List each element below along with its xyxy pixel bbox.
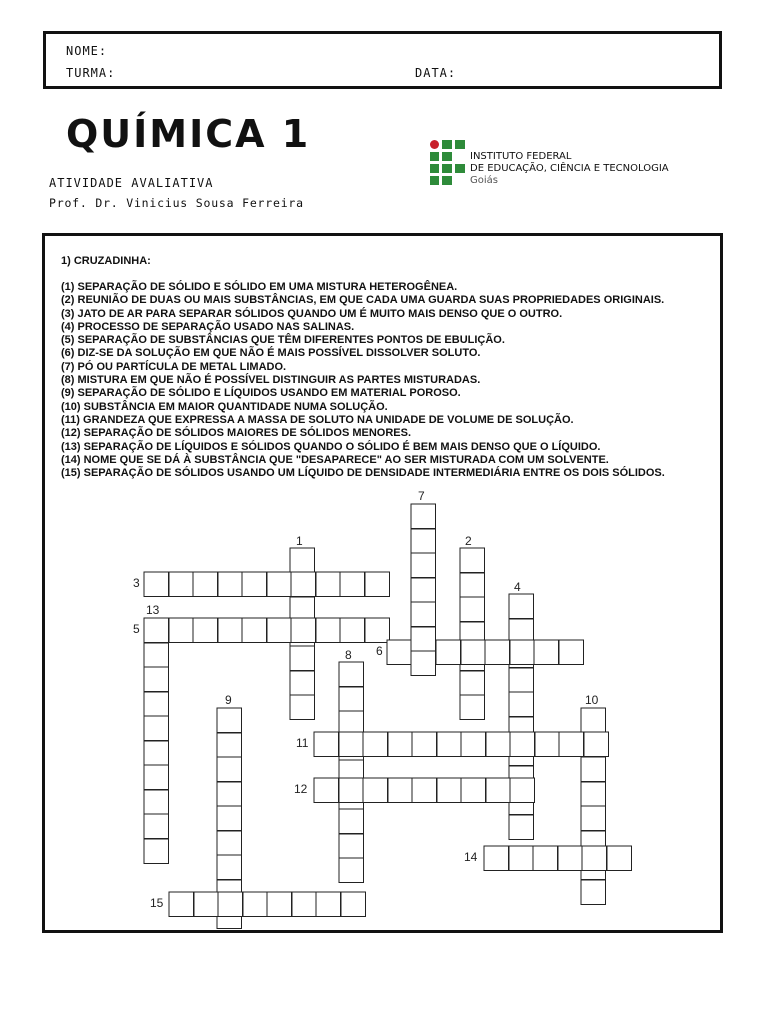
crossword-cell-3[interactable] xyxy=(291,572,316,597)
crossword-cell-11[interactable] xyxy=(314,732,339,757)
crossword-cell-4[interactable] xyxy=(509,594,534,619)
crossword-cell-5[interactable] xyxy=(267,618,292,643)
crossword-cell-6[interactable] xyxy=(510,640,535,665)
crossword-cell-9[interactable] xyxy=(217,855,242,880)
crossword-cell-7[interactable] xyxy=(411,651,436,676)
crossword-cell-4[interactable] xyxy=(509,692,534,717)
clue-3: (3) JATO DE AR PARA SEPARAR SÓLIDOS QUANDO UM É MUITO MAIS DENSO QUE O OUTRO. xyxy=(61,307,563,320)
crossword-cell-12[interactable] xyxy=(412,778,437,803)
crossword-cell-3[interactable] xyxy=(169,572,194,597)
clue-number-5: 5 xyxy=(133,622,140,636)
crossword-cell-11[interactable] xyxy=(486,732,511,757)
clue-number-11: 11 xyxy=(296,736,309,750)
institute-name: INSTITUTO FEDERAL DE EDUCAÇÃO, CIÊNCIA E TECNOLOGIA Goiás xyxy=(470,151,669,186)
crossword-cell-5[interactable] xyxy=(218,618,243,643)
crossword-cell-14[interactable] xyxy=(509,846,534,871)
crossword-cell-5[interactable] xyxy=(242,618,267,643)
crossword-cell-11[interactable] xyxy=(559,732,584,757)
crossword-cell-11[interactable] xyxy=(535,732,560,757)
crossword-cell-13[interactable] xyxy=(144,765,169,790)
crossword-cell-11[interactable] xyxy=(363,732,388,757)
crossword-cell-13[interactable] xyxy=(144,814,169,839)
crossword-cell-13[interactable] xyxy=(144,692,169,717)
crossword-cell-2[interactable] xyxy=(460,597,485,622)
crossword-cell-3[interactable] xyxy=(218,572,243,597)
clue-number-7: 7 xyxy=(418,489,425,503)
crossword-cell-11[interactable] xyxy=(412,732,437,757)
crossword-cell-2[interactable] xyxy=(460,695,485,720)
crossword-cell-9[interactable] xyxy=(217,757,242,782)
teacher-name: Prof. Dr. Vinicius Sousa Ferreira xyxy=(49,196,304,210)
crossword-cell-6[interactable] xyxy=(461,640,486,665)
crossword-cell-5[interactable] xyxy=(365,618,390,643)
crossword-cell-12[interactable] xyxy=(461,778,486,803)
crossword-cell-8[interactable] xyxy=(339,858,364,883)
crossword-cell-1[interactable] xyxy=(290,695,315,720)
crossword-cell-15[interactable] xyxy=(292,892,317,917)
crossword-cell-2[interactable] xyxy=(460,573,485,598)
crossword-cell-9[interactable] xyxy=(217,831,242,856)
clue-15: (15) SEPARAÇÃO DE SÓLIDOS USANDO UM LÍQUIDO DE DENSIDADE INTERMEDIÁRIA ENTRE OS DOIS SÓLIDOS. xyxy=(61,467,665,480)
crossword-cell-12[interactable] xyxy=(339,778,364,803)
clue-number-15: 15 xyxy=(150,896,164,910)
crossword-cell-13[interactable] xyxy=(144,716,169,741)
crossword-cell-7[interactable] xyxy=(411,504,436,529)
crossword-cell-13[interactable] xyxy=(144,790,169,815)
crossword-cell-8[interactable] xyxy=(339,834,364,859)
crossword-cell-6[interactable] xyxy=(436,640,461,665)
clue-1: (1) SEPARAÇÃO DE SÓLIDO E SÓLIDO EM UMA MISTURA HETEROGÊNEA. xyxy=(61,281,458,293)
clue-6: (6) DIZ-SE DA SOLUÇÃO EM QUE NÃO É MAIS POSSÍVEL DISSOLVER SOLUTO. xyxy=(61,347,481,360)
crossword-cell-11[interactable] xyxy=(461,732,486,757)
crossword-cell-15[interactable] xyxy=(169,892,194,917)
crossword-cell-13[interactable] xyxy=(144,667,169,692)
clue-4: (4) PROCESSO DE SEPARAÇÃO USADO NAS SALINAS. xyxy=(61,320,355,333)
activity-subtitle: ATIVIDADE AVALIATIVA xyxy=(49,176,214,190)
clue-number-1: 1 xyxy=(296,534,303,548)
data-label: DATA: xyxy=(415,66,457,80)
clue-number-2: 2 xyxy=(465,534,472,548)
crossword-cell-2[interactable] xyxy=(460,548,485,573)
crossword-cell-8[interactable] xyxy=(339,687,364,712)
crossword-cell-5[interactable] xyxy=(291,618,316,643)
question-title: 1) CRUZADINHA: xyxy=(61,255,151,267)
crossword-cell-15[interactable] xyxy=(218,892,243,917)
crossword-cell-3[interactable] xyxy=(193,572,218,597)
crossword-cell-11[interactable] xyxy=(584,732,609,757)
clue-7: (7) PÓ OU PARTÍCULA DE METAL LIMADO. xyxy=(61,360,287,373)
crossword-cell-1[interactable] xyxy=(290,671,315,696)
crossword-cell-15[interactable] xyxy=(341,892,366,917)
clue-number-3: 3 xyxy=(133,576,140,590)
crossword-cell-7[interactable] xyxy=(411,529,436,554)
crossword-cell-6[interactable] xyxy=(534,640,559,665)
crossword-cell-8[interactable] xyxy=(339,662,364,687)
crossword-cell-11[interactable] xyxy=(510,732,535,757)
clue-number-9: 9 xyxy=(225,693,232,707)
crossword-cell-7[interactable] xyxy=(411,602,436,627)
clue-number-8: 8 xyxy=(345,648,352,662)
crossword-cell-4[interactable] xyxy=(509,815,534,840)
crossword-cell-5[interactable] xyxy=(316,618,341,643)
crossword-cell-5[interactable] xyxy=(144,618,169,643)
crossword-cell-1[interactable] xyxy=(290,646,315,671)
page-title: QUÍMICA 1 xyxy=(66,112,311,156)
clue-number-6: 6 xyxy=(376,644,383,658)
crossword-cell-6[interactable] xyxy=(485,640,510,665)
crossword-cell-3[interactable] xyxy=(144,572,169,597)
clue-11: (11) GRANDEZA QUE EXPRESSA A MASSA DE SOLUTO NA UNIDADE DE VOLUME DE SOLUÇÃO. xyxy=(61,413,574,426)
clue-8: (8) MISTURA EM QUE NÃO É POSSÍVEL DISTINGUIR AS PARTES MISTURADAS. xyxy=(61,374,481,387)
crossword-cell-14[interactable] xyxy=(484,846,509,871)
crossword-cell-13[interactable] xyxy=(144,741,169,766)
clue-5: (5) SEPARAÇÃO DE SUBSTÂNCIAS QUE TÊM DIFERENTES PONTOS DE EBULIÇÃO. xyxy=(61,334,505,347)
crossword-cell-15[interactable] xyxy=(267,892,292,917)
clue-9: (9) SEPARAÇÃO DE SÓLIDO E LÍQUIDOS USANDO EM MATERIAL POROSO. xyxy=(61,387,461,400)
crossword-cell-9[interactable] xyxy=(217,708,242,733)
crossword-cell-3[interactable] xyxy=(242,572,267,597)
crossword-cell-14[interactable] xyxy=(582,846,607,871)
crossword-cell-10[interactable] xyxy=(581,782,606,807)
crossword-cell-12[interactable] xyxy=(510,778,535,803)
crossword-cell-11[interactable] xyxy=(437,732,462,757)
clue-14: (14) NOME QUE SE DÁ À SUBSTÂNCIA QUE "DESAPARECE" AO SER MISTURADA COM UM SOLVENTE. xyxy=(61,453,609,466)
crossword-cell-14[interactable] xyxy=(558,846,583,871)
turma-label: TURMA: xyxy=(66,66,116,80)
clue-number-4: 4 xyxy=(514,580,521,594)
crossword-cell-14[interactable] xyxy=(533,846,558,871)
crossword-cell-3[interactable] xyxy=(267,572,292,597)
crossword-cell-6[interactable] xyxy=(559,640,584,665)
clue-2: (2) REUNIÃO DE DUAS OU MAIS SUBSTÂNCIAS, EM QUE CADA UMA GUARDA SUAS PROPRIEDADES ORIGINAIS. xyxy=(61,294,665,307)
crossword-cell-5[interactable] xyxy=(193,618,218,643)
clue-number-13: 13 xyxy=(146,603,160,617)
crossword-cell-4[interactable] xyxy=(509,668,534,693)
clue-13: (13) SEPARAÇÃO DE LÍQUIDOS E SÓLIDOS QUANDO O SÓLIDO É BEM MAIS DENSO QUE O LÍQUIDO. xyxy=(61,440,601,453)
crossword-cell-7[interactable] xyxy=(411,578,436,603)
crossword-cell-1[interactable] xyxy=(290,548,315,573)
crossword-cell-2[interactable] xyxy=(460,671,485,696)
crossword-cell-10[interactable] xyxy=(581,708,606,733)
crossword-cell-5[interactable] xyxy=(169,618,194,643)
crossword-cell-12[interactable] xyxy=(486,778,511,803)
crossword-cell-12[interactable] xyxy=(314,778,339,803)
crossword-cell-9[interactable] xyxy=(217,806,242,831)
crossword-cell-10[interactable] xyxy=(581,757,606,782)
crossword-cell-3[interactable] xyxy=(365,572,390,597)
crossword-cell-8[interactable] xyxy=(339,809,364,834)
crossword-cell-7[interactable] xyxy=(411,553,436,578)
crossword-cell-12[interactable] xyxy=(388,778,413,803)
crossword-cell-10[interactable] xyxy=(581,880,606,905)
crossword-cell-15[interactable] xyxy=(243,892,268,917)
crossword-cell-11[interactable] xyxy=(339,732,364,757)
crossword-cell-13[interactable] xyxy=(144,643,169,668)
clue-number-12: 12 xyxy=(294,782,308,796)
clue-12: (12) SEPARAÇÃO DE SÓLIDOS MAIORES DE SÓLIDOS MENORES. xyxy=(61,427,412,440)
clue-number-14: 14 xyxy=(464,850,478,864)
crossword-cell-15[interactable] xyxy=(316,892,341,917)
nome-label: NOME: xyxy=(66,44,108,58)
clue-number-10: 10 xyxy=(585,693,599,707)
crossword-cell-5[interactable] xyxy=(340,618,365,643)
crossword-cell-6[interactable] xyxy=(387,640,412,665)
crossword-cell-7[interactable] xyxy=(411,627,436,652)
crossword-cell-10[interactable] xyxy=(581,806,606,831)
crossword-cell-9[interactable] xyxy=(217,733,242,758)
clue-10: (10) SUBSTÂNCIA EM MAIOR QUANTIDADE NUMA SOLUÇÃO. xyxy=(61,400,388,413)
crossword-cell-12[interactable] xyxy=(363,778,388,803)
crossword-cell-14[interactable] xyxy=(607,846,632,871)
crossword-cell-15[interactable] xyxy=(194,892,219,917)
crossword-cell-11[interactable] xyxy=(388,732,413,757)
crossword-cell-3[interactable] xyxy=(340,572,365,597)
crossword-cell-12[interactable] xyxy=(437,778,462,803)
crossword-cell-13[interactable] xyxy=(144,839,169,864)
crossword-cell-9[interactable] xyxy=(217,782,242,807)
crossword-cell-3[interactable] xyxy=(316,572,341,597)
